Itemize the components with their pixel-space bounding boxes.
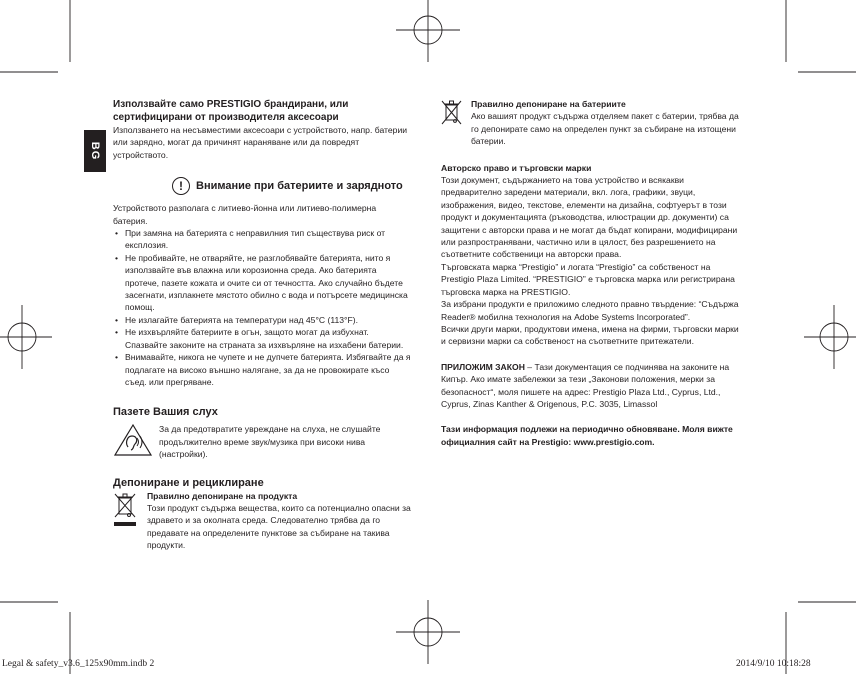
product-disposal-section xyxy=(113,490,411,552)
crossed-bin-icon xyxy=(113,491,139,533)
footer-filename: Legal & safety_v3.6_125x90mm.indb 2 xyxy=(2,659,155,669)
product-disposal-body: Този продукт съдържа вещества, които са потенциално опасни за здравето и за околната среда. Следователно трябва да го предавате на определените пунктове за събиране на такива продукти. xyxy=(147,502,411,551)
product-disposal-title: Правилно депониране на продукта xyxy=(147,490,298,501)
battery-warning-heading xyxy=(113,177,411,195)
copyright-title: Авторско право и търговски марки xyxy=(441,162,592,173)
battery-disposal-text xyxy=(471,98,741,148)
right-column xyxy=(441,98,741,448)
disposal-title: Депониране и рециклиране xyxy=(113,476,264,489)
hearing-title: Пазете Вашия слух xyxy=(113,406,218,419)
left-column xyxy=(113,98,411,552)
hearing-warning-icon xyxy=(113,423,153,457)
list-item: • Не излагайте батерията на температури над 45°C (113°F). xyxy=(113,314,411,326)
exclamation-icon: ! xyxy=(172,177,190,195)
battery-disposal-title: Правилно депониране на батериите xyxy=(471,99,626,109)
copyright-paragraph-2: Търговската марка “Prestigio” и логата “Prestigio” са собственост на Prestigio Plaza Limited. “PRESTIGIO” е търговска марка или регистрирана търговска марка на PRESTIGIO. xyxy=(441,261,735,297)
hearing-body: За да предотвратите увреждане на слуха, не слушайте продължително време звук/музика при високи нива (настройки). xyxy=(159,424,381,460)
accessories-title xyxy=(113,98,411,124)
applicable-law xyxy=(441,361,741,411)
accessories-title-line1: Използвайте само PRESTIGIO брандирани, или xyxy=(113,99,349,110)
applicable-law-body: – Тази документация се подчинява на законите на Кипър. Ако имате забележки за тези „Законови положения, мерки за безопасност“, моля пишете на адрес: Prestigio Plaza Ltd., Cyprus, Ltd., Cyprus, Zinas Kanther & Origenous, P.C. 3035, Limassol xyxy=(441,361,730,409)
footer-timestamp: 2014/9/10 10:18:28 xyxy=(736,659,811,669)
battery-warning-list xyxy=(113,227,411,388)
product-disposal-text xyxy=(147,490,411,552)
accessories-title-line2: сертифицирани от производителя аксесоари xyxy=(113,112,339,123)
battery-disposal-section xyxy=(441,98,741,148)
battery-disposal-body: Ако вашият продукт съдържа отделяем пакет с батерии, трябва да го депонирате само на определен пункт за събиране на изтощени батерии. xyxy=(471,111,739,147)
battery-intro: Устройството разполага с литиево-йонна или литиево-полимерна батерия. xyxy=(113,203,377,226)
language-tab-label: BG xyxy=(89,141,101,161)
update-notice: Тази информация подлежи на периодично обновяване. Моля вижте официалния сайт на Prestigio: www.prestigio.com. xyxy=(441,424,733,447)
accessories-body: Използването на несъвместими аксесоари с устройството, напр. батерии или зарядно, могат да причинят нараняване или да повредят устройството. xyxy=(113,125,408,160)
list-item: • Внимавайте, никога не чупете и не дупчете батерията. Избягвайте да я подлагате на високо външно налягане, за да не провокирате късо съед. или прегряване. xyxy=(113,351,411,388)
list-item: • Не пробивайте, не отваряйте, не разглобявайте батерията, нито я използвайте във влажна или корозионна среда. Ако батерията протече, пазете кожата и очите си от течността. Ако случайно бъдете засегнати, изплакнете мястото обилно с вода и потърсете медицинска помощ. xyxy=(113,252,411,314)
language-tab xyxy=(84,130,106,172)
battery-warning-title: Внимание при батериите и зарядното xyxy=(196,179,403,192)
hearing-section xyxy=(113,423,411,460)
copyright-paragraph-1: Този документ, съдържанието на това устройство и всякакви предварително заредени материали, вкл. лога, графики, звуци, изображения, видео, текстове, елементи на дизайна, софтуерът в този продукт и документацията (ръководства, илюстрации др. документи) са защитени с авторски права и не могат да бъдат копирани, модифицирани или разпространявани, частично или в цялост, без разрешението на съответните собственици на авторски права. xyxy=(441,175,738,260)
crossed-bin-icon xyxy=(441,98,463,128)
applicable-law-label: ПРИЛОЖИМ ЗАКОН xyxy=(441,361,525,372)
list-item: • При замяна на батерията с неправилния тип съществува риск от експлозия. xyxy=(113,227,411,252)
copyright-paragraph-3: За избрани продукти е приложимо следното правно твърдение: “Съдържа Reader® мобилна технология на Adobe Systems Incorporated”. xyxy=(441,299,739,322)
list-item: • Не изхвърляйте батериите в огън, защото могат да избухнат. Спазвайте законите на страната за изхвърляне на изхабени батерии. xyxy=(113,326,411,351)
copyright-paragraph-4: Всички други марки, продуктови имена, имена на фирми, търговски марки и сервизни марки са собственост на съответните притежатели. xyxy=(441,323,739,347)
